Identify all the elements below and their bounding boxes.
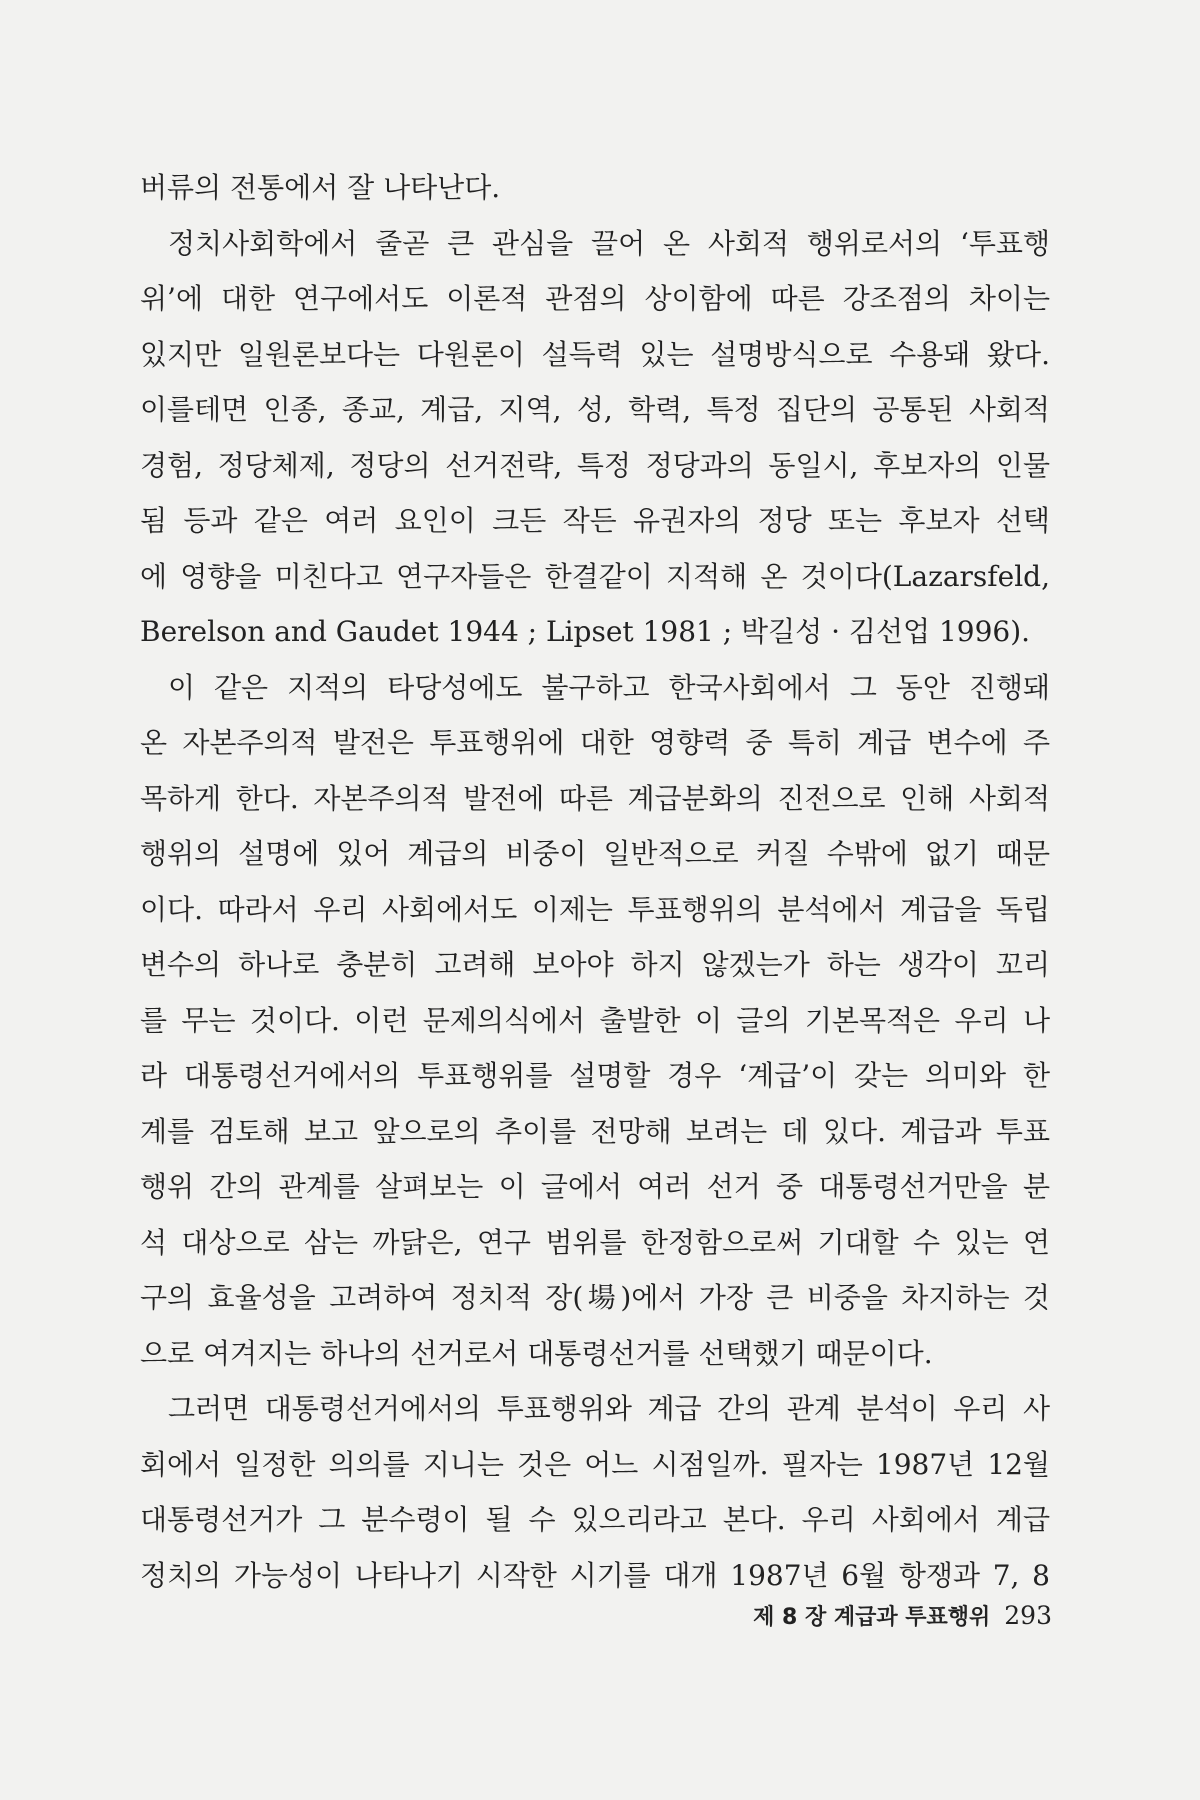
text-line: 를 무는 것이다. 이런 문제의식에서 출발한 이 글의 기본목적은 우리 나 [140, 1003, 1050, 1037]
text-line: 으로 여겨지는 하나의 선거로서 대통령선거를 선택했기 때문이다. [140, 1336, 933, 1370]
text-line: 구의 효율성을 고려하여 정치적 장(場)에서 가장 큰 비중을 차지하는 것 [140, 1281, 1050, 1314]
text-line: 라 대통령선거에서의 투표행위를 설명할 경우 ‘계급’이 갖는 의미와 한 [140, 1059, 1050, 1092]
text-line: 행위의 설명에 있어 계급의 비중이 일반적으로 커질 수밖에 없기 때문 [140, 837, 1050, 870]
running-footer [680, 1600, 1052, 1640]
text-line: 변수의 하나로 충분히 고려해 보아야 하지 않겠는가 하는 생각이 꼬리 [140, 948, 1050, 981]
text-line: Berelson and Gaudet 1944 ; Lipset 1981 ; 박길성 · 김선업 1996). [140, 615, 1031, 648]
text-line: 이다. 따라서 우리 사회에서도 이제는 투표행위의 분석에서 계급을 독립 [140, 892, 1050, 926]
text-line: 목하게 한다. 자본주의적 발전에 따른 계급분화의 진전으로 인해 사회적 [140, 781, 1050, 815]
text-line: 계를 검토해 보고 앞으로의 추이를 전망해 보려는 데 있다. 계급과 투표 [140, 1114, 1050, 1148]
text-line: 온 자본주의적 발전은 투표행위에 대한 영향력 중 특히 계급 변수에 주 [140, 726, 1050, 759]
text-line: 회에서 일정한 의의를 지니는 것은 어느 시점일까. 필자는 1987년 12월 [140, 1447, 1050, 1481]
body-text [140, 160, 1050, 1603]
text-line: 행위 간의 관계를 살펴보는 이 글에서 여러 선거 중 대통령선거만을 분 [140, 1170, 1050, 1203]
chapter-title: 제 8 장 계급과 투표행위 [753, 1605, 991, 1630]
text-line: 이를테면 인종, 종교, 계급, 지역, 성, 학력, 특정 집단의 공통된 사회적 [140, 393, 1050, 426]
text-line: 됨 등과 같은 여러 요인이 크든 작든 유권자의 정당 또는 후보자 선택 [140, 504, 1050, 537]
text-line: 석 대상으로 삼는 까닭은, 연구 범위를 한정함으로써 기대할 수 있는 연 [140, 1225, 1050, 1259]
text-line: 이 같은 지적의 타당성에도 불구하고 한국사회에서 그 동안 진행돼 [168, 670, 1050, 704]
text-line: 있지만 일원론보다는 다원론이 설득력 있는 설명방식으로 수용돼 왔다. [140, 337, 1050, 371]
text-line: 위’에 대한 연구에서도 이론적 관점의 상이함에 따른 강조점의 차이는 [140, 282, 1050, 315]
text-line: 에 영향을 미친다고 연구자들은 한결같이 지적해 온 것이다(Lazarsfeld, [140, 559, 1050, 593]
text-line: 그러면 대통령선거에서의 투표행위와 계급 간의 관계 분석이 우리 사 [168, 1392, 1050, 1425]
page-number: 293 [1004, 1601, 1052, 1630]
text-line: 버류의 전통에서 잘 나타난다. [140, 171, 501, 204]
text-line: 정치의 가능성이 나타나기 시작한 시기를 대개 1987년 6월 항쟁과 7, 8 [140, 1558, 1050, 1592]
text-line: 대통령선거가 그 분수령이 될 수 있으리라고 본다. 우리 사회에서 계급 [140, 1503, 1050, 1536]
text-line: 경험, 정당체제, 정당의 선거전략, 특정 정당과의 동일시, 후보자의 인물 [140, 448, 1050, 482]
text-line: 정치사회학에서 줄곧 큰 관심을 끌어 온 사회적 행위로서의 ‘투표행 [168, 226, 1050, 260]
